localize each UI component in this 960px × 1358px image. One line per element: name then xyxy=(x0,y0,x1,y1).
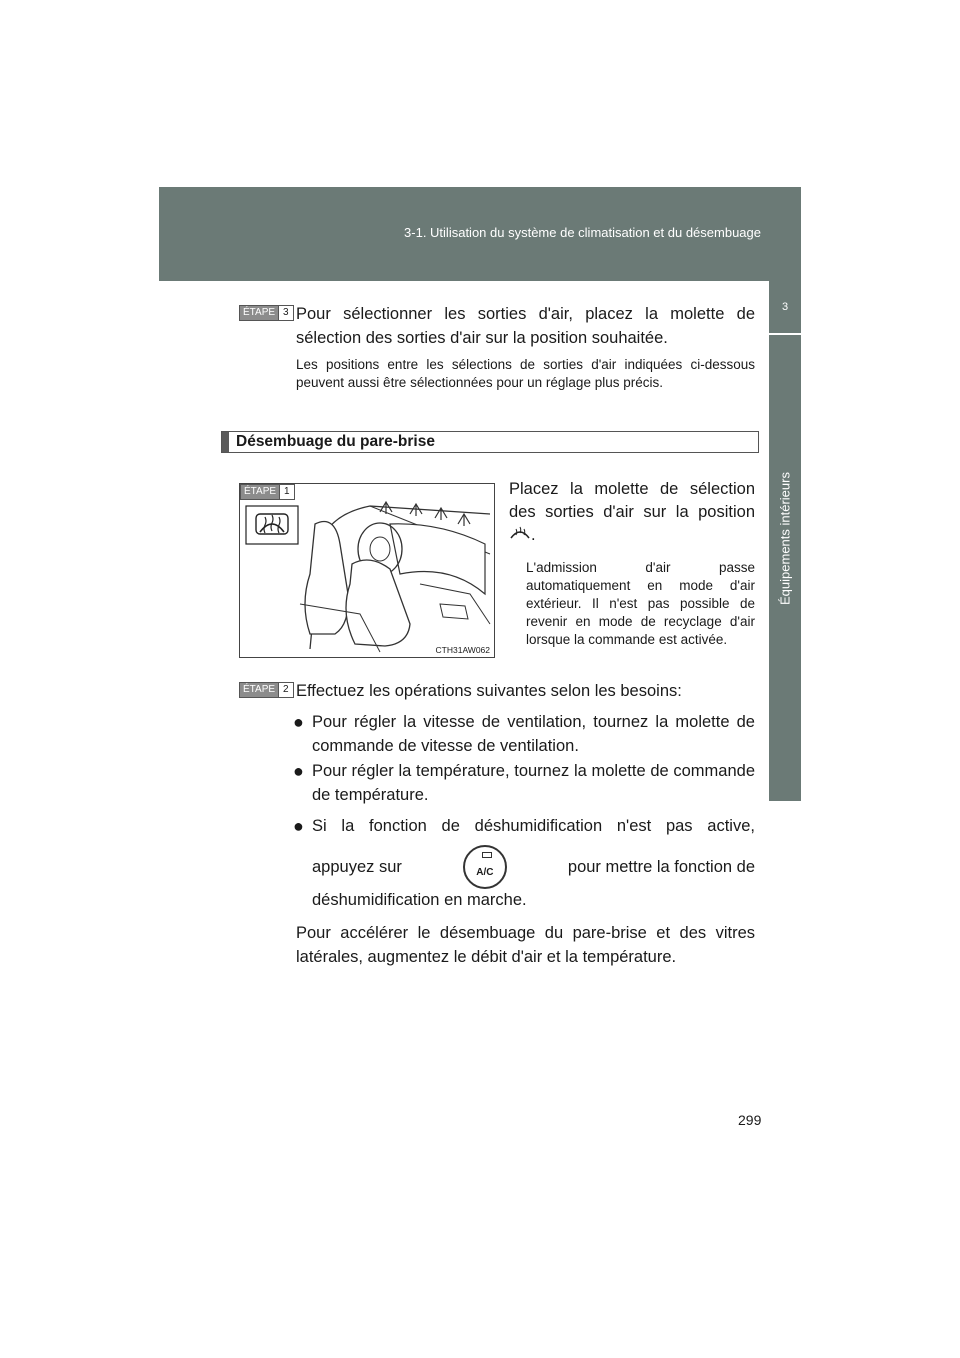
chapter-header xyxy=(159,187,801,281)
illustration-code: CTH31AW062 xyxy=(435,645,490,655)
ac-button xyxy=(463,845,507,889)
bullet-text: Pour régler la température, tournez la molette de commande de température. xyxy=(312,762,755,804)
bullet-text: Pour régler la vitesse de ventilation, tournez la molette de commande de vitesse de ventilation. xyxy=(312,713,755,755)
bullet-text-line3: déshumidification en marche. xyxy=(312,891,527,909)
chapter-number: 3 xyxy=(769,281,801,335)
step1-text-main: Placez la molette de sélection des sorties d'air sur la position xyxy=(509,480,755,521)
heading-bar xyxy=(222,432,229,452)
car-interior-illustration xyxy=(239,483,495,658)
appuyez-text: appuyez sur xyxy=(312,858,402,876)
bullet-item xyxy=(293,814,755,914)
bullet-dot: ● xyxy=(293,761,304,781)
chapter-label: Équipements intérieurs xyxy=(777,472,793,605)
page-number: 299 xyxy=(738,1112,762,1128)
section-heading xyxy=(221,431,759,453)
section-title: 3-1. Utilisation du système de climatisation et du désembuage xyxy=(404,225,761,240)
chapter-side-tab xyxy=(769,281,801,801)
bullet-dot: ● xyxy=(293,712,304,732)
bullet-text-line2 xyxy=(312,844,755,890)
bullet-item xyxy=(293,759,755,809)
ac-label: A/C xyxy=(476,867,494,878)
step-word: ÉTAPE xyxy=(240,484,280,500)
final-paragraph: Pour accélérer le désembuage du pare-brise et des vitres latérales, augmentez le débit d'air et la température. xyxy=(296,924,755,966)
step-number: 3 xyxy=(279,305,294,321)
step-number: 1 xyxy=(280,484,295,500)
windshield-defrost-icon xyxy=(509,524,531,547)
car-interior-drawing xyxy=(240,484,494,657)
step-word: ÉTAPE xyxy=(239,305,279,321)
step1-note: L'admission d'air passe automatiquement en mode d'air extérieur. Il n'est pas possible de revenir en mode de recyclage d'air lorsque la commande est activée. xyxy=(526,560,755,647)
ac-indicator-light xyxy=(482,852,492,858)
step1-text-end: . xyxy=(531,526,536,544)
pour-mettre-text: pour mettre la fonction de xyxy=(567,858,755,876)
bullet-dot: ● xyxy=(293,816,304,836)
step-number: 2 xyxy=(279,682,294,698)
step-badge-2 xyxy=(239,682,294,698)
step1-text xyxy=(509,478,755,547)
section-heading-text: Désembuage du pare-brise xyxy=(236,433,435,450)
bullet-item xyxy=(293,710,755,760)
step3-note: Les positions entre les sélections de sorties d'air indiquées ci-dessous peuvent aussi être sélectionnées pour un réglage plus précis. xyxy=(296,357,755,390)
step-badge-3 xyxy=(239,305,294,321)
step2-text: Effectuez les opérations suivantes selon les besoins: xyxy=(296,682,682,700)
step3-text: Pour sélectionner les sorties d'air, placez la molette de sélection des sorties d'air sur la position souhaitée. xyxy=(296,305,755,347)
bullet-text-line1: Si la fonction de déshumidification n'est pas active, xyxy=(312,817,755,835)
step-word: ÉTAPE xyxy=(239,682,279,698)
